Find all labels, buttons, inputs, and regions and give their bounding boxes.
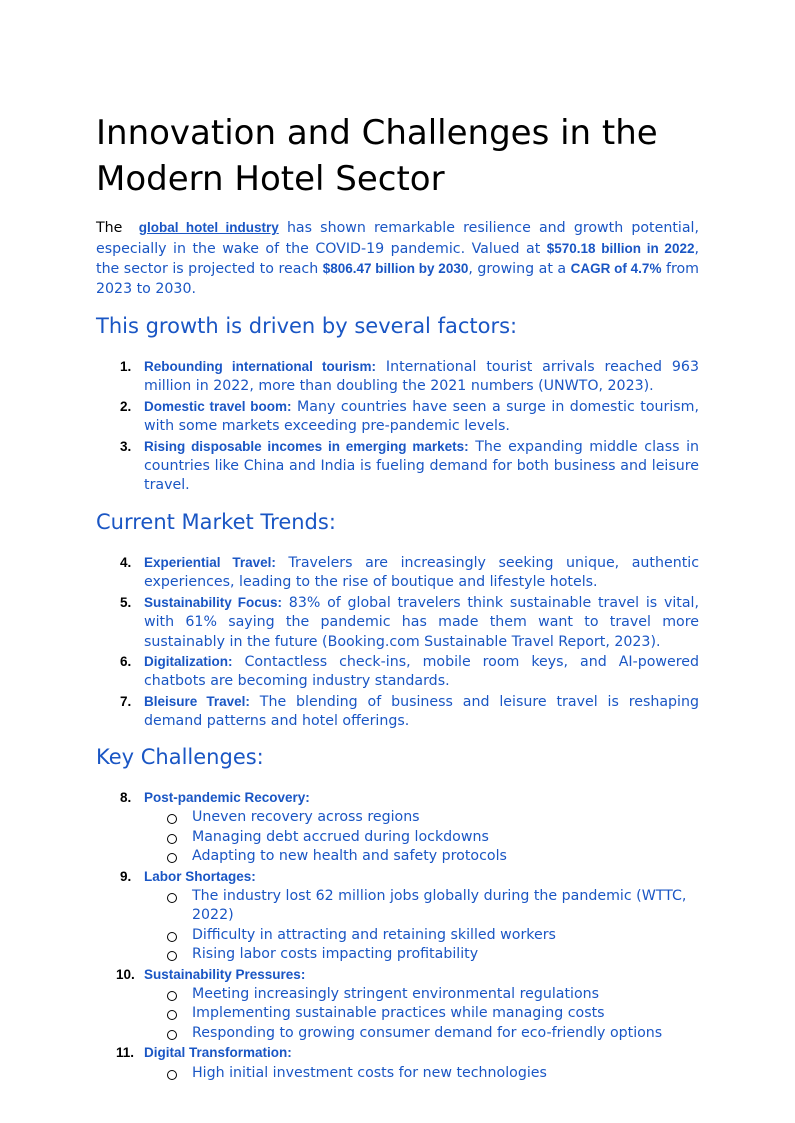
item-text: The expanding middle class in countries like China and India is fueling demand for both business and leisure travel.	[144, 438, 700, 494]
list-item	[96, 1043, 699, 1083]
item-bold-label: Digital Transformation:	[144, 1045, 292, 1061]
list-number: 4.	[120, 555, 132, 570]
sub-list-item	[144, 847, 699, 866]
circle-bullet-icon	[167, 893, 177, 903]
list-item	[96, 593, 699, 652]
item-bold-label: Sustainability Focus:	[144, 594, 283, 610]
list-number: 11.	[116, 1045, 135, 1061]
sub-list-item	[144, 828, 699, 847]
challenges-heading: Key Challenges:	[96, 745, 264, 769]
market-trends-list	[96, 553, 699, 732]
item-bold-label: Bleisure Travel:	[144, 693, 250, 709]
global-hotel-industry-link[interactable]: global hotel industry	[138, 220, 279, 235]
circle-bullet-icon	[167, 814, 177, 824]
sub-list-item	[144, 808, 699, 827]
item-bold-label: Sustainability Pressures:	[144, 966, 306, 982]
sub-list-item	[144, 1064, 699, 1083]
intro-text-3: , growing at a	[468, 261, 571, 278]
list-item	[96, 652, 699, 692]
sub-item-text: Meeting increasingly stringent environmental regulations	[192, 986, 600, 1003]
intro-bold-cagr: CAGR of 4.7%	[570, 261, 662, 277]
sub-list	[144, 887, 699, 965]
intro-the: The	[96, 220, 123, 236]
circle-bullet-icon	[167, 834, 177, 844]
list-item	[96, 965, 699, 1044]
sub-list-item	[144, 1024, 699, 1043]
list-item	[96, 692, 699, 732]
intro-bold-valuation: $570.18 billion in 2022	[546, 240, 695, 256]
item-bold-label: Rebounding international tourism:	[144, 359, 376, 374]
list-number: 1.	[120, 359, 132, 374]
document-title: Innovation and Challenges in the Modern Hotel Sector	[96, 113, 658, 199]
sub-list-item	[144, 985, 699, 1004]
list-number: 3.	[120, 438, 132, 454]
item-text: 83% of global travelers think sustainable travel is vital, with 61% saying the pandemic has made them want to travel more sustainably in the future (Booking.com Sustainable Travel Report, 2023).	[144, 594, 699, 650]
item-bold-label: Post-pandemic Recovery:	[144, 790, 310, 805]
sub-item-text: Adapting to new health and safety protocols	[192, 848, 507, 865]
list-number: 10.	[116, 966, 135, 982]
sub-list-item	[144, 926, 699, 945]
key-challenges-list	[96, 788, 699, 1083]
trends-heading: Current Market Trends:	[96, 510, 336, 534]
circle-bullet-icon	[167, 1030, 177, 1040]
list-number: 7.	[120, 693, 132, 709]
circle-bullet-icon	[167, 991, 177, 1001]
sub-list-item	[144, 945, 699, 964]
sub-list-item	[144, 1004, 699, 1023]
list-number: 5.	[120, 594, 132, 610]
list-item	[96, 553, 699, 593]
intro-bold-projection: $806.47 billion by 2030	[322, 261, 469, 277]
item-text: Many countries have seen a surge in domestic tourism, with some markets exceeding pre-pandemic levels.	[144, 398, 699, 435]
list-item	[96, 357, 699, 397]
list-number: 8.	[120, 790, 132, 805]
sub-item-text: Implementing sustainable practices while managing costs	[192, 1005, 605, 1022]
item-text: Travelers are increasingly seeking unique, authentic experiences, leading to the rise of boutique and lifestyle hotels.	[144, 555, 699, 591]
list-item	[96, 397, 699, 437]
sub-list	[144, 808, 699, 866]
sub-item-text: Managing debt accrued during lockdowns	[192, 828, 489, 845]
sub-item-text: Difficulty in attracting and retaining skilled workers	[192, 926, 556, 943]
intro-paragraph	[96, 218, 699, 299]
item-text: International tourist arrivals reached 963 million in 2022, more than doubling the 2021 numbers (UNWTO, 2023).	[144, 359, 699, 395]
sub-item-text: The industry lost 62 million jobs globally during the pandemic (WTTC, 2022)	[192, 888, 687, 924]
item-text: The blending of business and leisure travel is reshaping demand patterns and hotel offerings.	[144, 693, 699, 730]
list-number: 9.	[120, 868, 132, 884]
intro-text-1: has shown remarkable resilience and growth potential, especially in the wake of the COVID-19 pandemic. Valued at	[96, 220, 699, 257]
item-bold-label: Digitalization:	[144, 654, 233, 670]
item-bold-label: Experiential Travel:	[144, 555, 276, 570]
list-item	[96, 867, 699, 965]
growth-factors-list	[96, 357, 699, 496]
circle-bullet-icon	[167, 1070, 177, 1080]
list-number: 6.	[120, 654, 132, 670]
item-bold-label: Rising disposable incomes in emerging markets:	[144, 438, 469, 454]
item-bold-label: Labor Shortages:	[144, 868, 256, 884]
sub-list	[144, 1064, 699, 1083]
sub-item-text: Rising labor costs impacting profitability	[192, 946, 479, 963]
circle-bullet-icon	[167, 853, 177, 863]
circle-bullet-icon	[167, 1010, 177, 1020]
list-item	[96, 437, 699, 496]
item-bold-label: Domestic travel boom:	[144, 398, 292, 414]
growth-heading: This growth is driven by several factors:	[96, 314, 518, 338]
list-item	[96, 788, 699, 867]
circle-bullet-icon	[167, 951, 177, 961]
sub-item-text: Uneven recovery across regions	[192, 809, 420, 826]
intro-text-2: , the sector is projected to reach	[96, 240, 699, 278]
list-number: 2.	[120, 398, 132, 414]
sub-item-text: High initial investment costs for new technologies	[192, 1064, 547, 1081]
intro-text-4: from 2023 to 2030.	[96, 261, 699, 297]
sub-list	[144, 985, 699, 1043]
circle-bullet-icon	[167, 932, 177, 942]
sub-item-text: Responding to growing consumer demand for eco-friendly options	[192, 1024, 663, 1041]
sub-list-item	[144, 887, 699, 926]
item-text: Contactless check-ins, mobile room keys, and AI-powered chatbots are becoming industry standards.	[144, 654, 699, 690]
